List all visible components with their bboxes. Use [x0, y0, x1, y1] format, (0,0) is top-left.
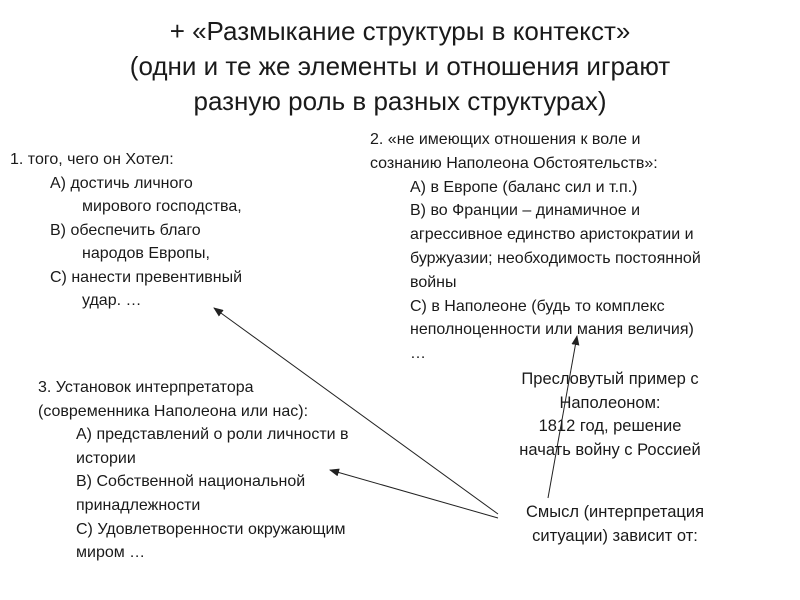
interpreter-c: C) Удовлетворенности окружающим [76, 520, 346, 538]
block-interpreter-heading-2: (современника Наполеона или нас): [38, 402, 309, 420]
interpreter-c-cont: миром … [76, 544, 146, 562]
arrow-to-desires [214, 308, 498, 514]
interpreter-b: B) Собственной национальной [76, 473, 306, 491]
interpreter-a-cont: истории [76, 449, 136, 467]
arrow-to-interpreter [330, 470, 498, 518]
interpreter-a: A) представлений о роли личности в [76, 426, 349, 444]
desire-b: B) обеспечить благо [50, 221, 201, 239]
desire-a: A) достичь личного [50, 174, 193, 192]
title-line-2: (одни и те же элементы и отношения играют [129, 51, 671, 81]
desire-b-cont: народов Европы, [82, 245, 210, 262]
circumstance-a: A) в Европе (баланс сил и т.п.) [410, 178, 638, 196]
circumstance-b-cont-2: буржуазии; необходимость постоянной [410, 249, 701, 267]
meaning-line-1: Смысл (интерпретация [525, 503, 705, 521]
desire-c: C) нанести превентивный [50, 268, 243, 286]
block-circumstances-heading-1: 2. «не имеющих отношения к воле и [370, 131, 641, 148]
circumstance-b-cont-1: агрессивное единство аристократии и [410, 226, 694, 244]
example-line-2: Наполеоном: [559, 393, 661, 412]
block-circumstances-heading-2: сознанию Наполеона Обстоятельств»: [370, 154, 658, 172]
example-line-1: Пресловутый пример с [521, 370, 699, 388]
block-desires-heading: 1. того, чего он Хотел: [10, 151, 174, 168]
title-line-1: + «Размыкание структуры в контекст» [169, 16, 631, 46]
interpreter-b-cont: принадлежности [76, 496, 201, 514]
block-interpreter-heading-1: 3. Установок интерпретатора [38, 379, 254, 396]
circumstance-c: C) в Наполеоне (будь то комплекс [410, 297, 665, 315]
meaning-line-2: ситуации) зависит от: [532, 527, 698, 545]
example-line-4: начать войну с Россией [519, 440, 701, 459]
desire-c-cont: удар. … [82, 292, 142, 309]
circumstance-b-cont-3: войны [410, 273, 457, 291]
desire-a-cont: мирового господства, [82, 198, 242, 215]
arrow-to-circumstances [548, 336, 577, 498]
circumstance-b: B) во Франции – динамичное и [410, 202, 641, 220]
circumstance-ellipsis: … [410, 345, 426, 363]
circumstance-c-cont: неполноценности или мания величия) [410, 321, 694, 339]
title-line-3: разную роль в разных структурах) [193, 86, 607, 116]
example-line-3: 1812 год, решение [538, 417, 682, 435]
